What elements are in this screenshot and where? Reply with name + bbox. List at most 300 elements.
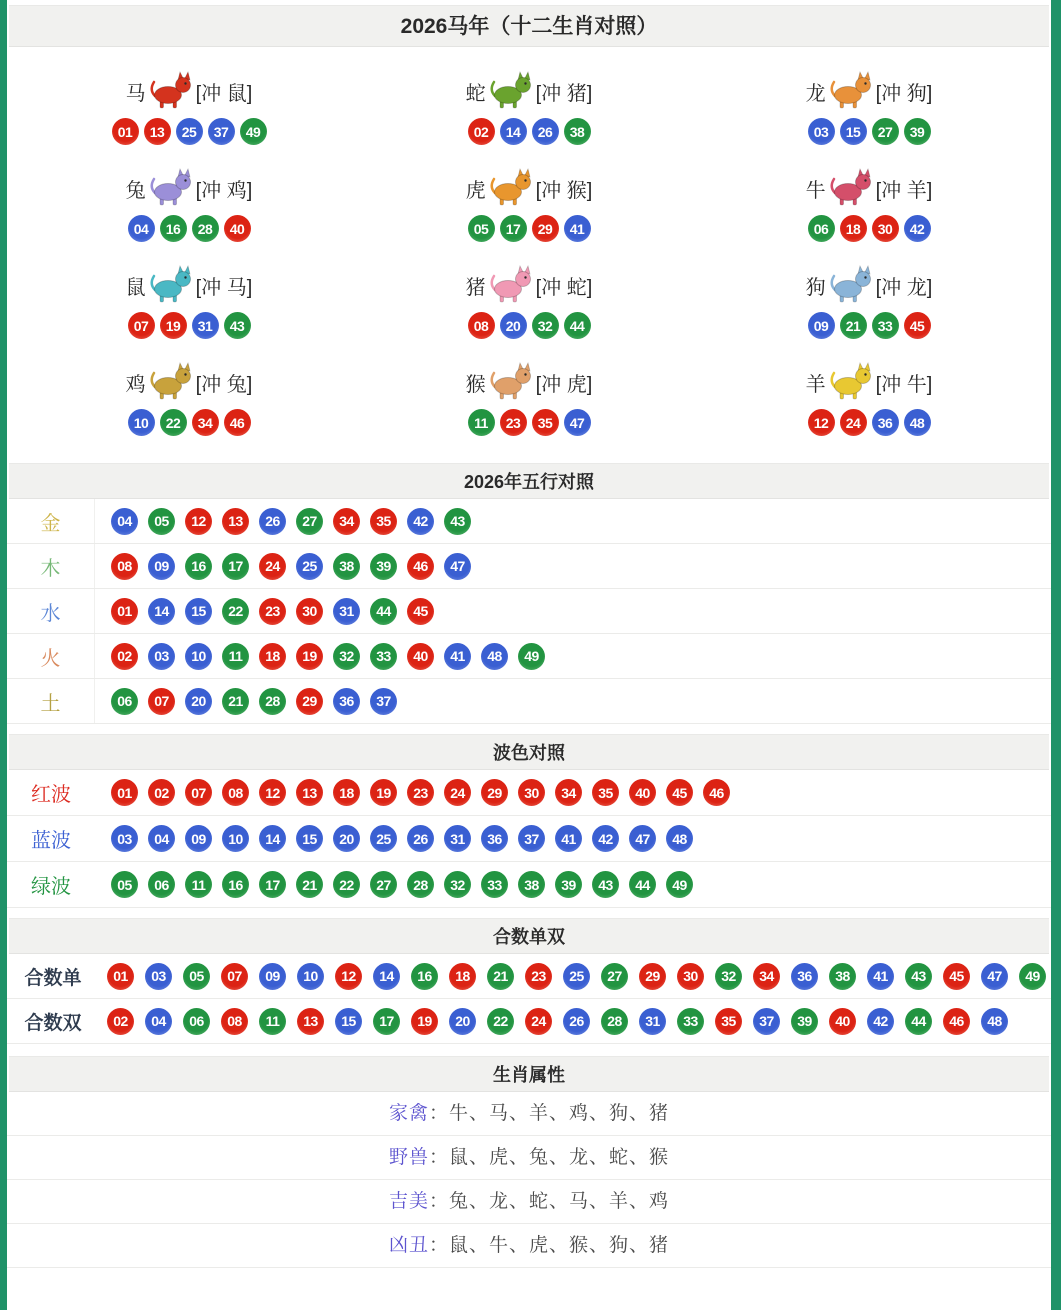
number-ball-19: 19	[296, 643, 323, 670]
waves-section	[7, 724, 1051, 908]
number-ball-11: 11	[259, 1008, 286, 1035]
number-ball-22: 22	[222, 598, 249, 625]
number-ball-46: 46	[943, 1008, 970, 1035]
zodiac-balls	[808, 312, 931, 339]
zodiac-clash-label: [冲 虎]	[535, 373, 593, 396]
number-ball-24: 24	[259, 553, 286, 580]
number-ball-18: 18	[449, 963, 476, 990]
number-ball-13: 13	[144, 118, 171, 145]
zodiac-animal-name: 鸡	[125, 373, 146, 396]
number-ball-32: 32	[715, 963, 742, 990]
number-ball-18: 18	[259, 643, 286, 670]
number-ball-04: 04	[128, 215, 155, 242]
number-ball-01: 01	[111, 779, 138, 806]
zodiac-balls	[808, 118, 931, 145]
attribute-colon: ：	[428, 1235, 449, 1256]
pig-icon	[488, 264, 534, 306]
zodiac-cell-猴	[359, 348, 699, 445]
number-ball-09: 09	[185, 825, 212, 852]
number-ball-38: 38	[518, 871, 545, 898]
attribute-value: 鼠、牛、虎、猴、狗、猪	[449, 1235, 670, 1256]
zodiac-cell-狗	[699, 251, 1039, 348]
zodiac-balls	[468, 312, 591, 339]
zodiac-cell-虎	[359, 154, 699, 251]
zodiac-cell-牛	[699, 154, 1039, 251]
monkey-icon	[488, 361, 534, 403]
zodiac-section-title: 2026马年（十二生肖对照）	[9, 5, 1049, 47]
zodiac-balls	[468, 118, 591, 145]
number-ball-40: 40	[407, 643, 434, 670]
number-ball-05: 05	[111, 871, 138, 898]
number-ball-30: 30	[872, 215, 899, 242]
number-ball-10: 10	[297, 963, 324, 990]
number-ball-01: 01	[111, 598, 138, 625]
number-ball-47: 47	[629, 825, 656, 852]
attribute-label: 野兽	[388, 1147, 429, 1168]
number-ball-11: 11	[185, 871, 212, 898]
number-ball-46: 46	[224, 409, 251, 436]
number-ball-35: 35	[592, 779, 619, 806]
number-ball-22: 22	[487, 1008, 514, 1035]
number-ball-48: 48	[481, 643, 508, 670]
number-ball-20: 20	[500, 312, 527, 339]
number-ball-29: 29	[532, 215, 559, 242]
number-ball-34: 34	[333, 508, 360, 535]
tiger-icon	[488, 167, 534, 209]
zodiac-balls	[468, 215, 591, 242]
zodiac-balls	[128, 215, 251, 242]
attribute-label: 家禽	[388, 1103, 429, 1124]
number-ball-23: 23	[525, 963, 552, 990]
number-ball-05: 05	[148, 508, 175, 535]
number-ball-23: 23	[500, 409, 527, 436]
number-ball-10: 10	[222, 825, 249, 852]
number-ball-44: 44	[564, 312, 591, 339]
horse-icon	[148, 70, 194, 112]
number-ball-19: 19	[411, 1008, 438, 1035]
number-ball-28: 28	[192, 215, 219, 242]
number-ball-02: 02	[107, 1008, 134, 1035]
five-elements-title: 2026年五行对照	[9, 463, 1049, 499]
rabbit-icon	[148, 167, 194, 209]
rat-icon	[148, 264, 194, 306]
number-ball-05: 05	[183, 963, 210, 990]
number-ball-22: 22	[160, 409, 187, 436]
number-ball-06: 06	[808, 215, 835, 242]
number-ball-42: 42	[407, 508, 434, 535]
number-ball-45: 45	[943, 963, 970, 990]
number-ball-13: 13	[296, 779, 323, 806]
table-row-红波	[7, 770, 1051, 816]
number-ball-42: 42	[904, 215, 931, 242]
zodiac-balls	[468, 409, 591, 436]
zodiac-animal-name: 猴	[465, 373, 486, 396]
number-ball-02: 02	[111, 643, 138, 670]
number-ball-32: 32	[444, 871, 471, 898]
row-balls	[95, 508, 471, 535]
zodiac-head	[466, 260, 593, 310]
row-balls	[99, 1008, 1008, 1035]
number-ball-37: 37	[753, 1008, 780, 1035]
number-ball-16: 16	[185, 553, 212, 580]
number-ball-14: 14	[500, 118, 527, 145]
zodiac-clash-label: [冲 狗]	[875, 82, 933, 105]
zodiac-head	[126, 357, 253, 407]
number-ball-36: 36	[872, 409, 899, 436]
number-ball-45: 45	[904, 312, 931, 339]
number-ball-33: 33	[370, 643, 397, 670]
number-ball-08: 08	[468, 312, 495, 339]
number-ball-34: 34	[555, 779, 582, 806]
number-ball-20: 20	[185, 688, 212, 715]
row-balls	[99, 963, 1046, 990]
sum-parity-section	[7, 908, 1051, 1044]
zodiac-head	[126, 66, 253, 116]
number-ball-25: 25	[176, 118, 203, 145]
number-ball-10: 10	[128, 409, 155, 436]
number-ball-08: 08	[221, 1008, 248, 1035]
number-ball-37: 37	[370, 688, 397, 715]
zodiac-head	[806, 260, 933, 310]
zodiac-clash-label: [冲 牛]	[875, 373, 933, 396]
table-row-合数单	[7, 954, 1051, 999]
zodiac-attributes-table	[7, 1092, 1051, 1268]
number-ball-48: 48	[666, 825, 693, 852]
zodiac-cell-兔	[19, 154, 359, 251]
number-ball-07: 07	[128, 312, 155, 339]
number-ball-09: 09	[259, 963, 286, 990]
element-label: 水	[7, 589, 95, 633]
sum-parity-label: 合数双	[24, 1012, 82, 1034]
number-ball-21: 21	[296, 871, 323, 898]
number-ball-26: 26	[532, 118, 559, 145]
number-ball-09: 09	[148, 553, 175, 580]
number-ball-05: 05	[468, 215, 495, 242]
number-ball-14: 14	[259, 825, 286, 852]
zodiac-clash-label: [冲 龙]	[875, 276, 933, 299]
zodiac-animal-name: 龙	[805, 82, 826, 105]
attribute-colon: ：	[428, 1147, 449, 1168]
number-ball-07: 07	[148, 688, 175, 715]
number-ball-17: 17	[259, 871, 286, 898]
number-ball-29: 29	[481, 779, 508, 806]
zodiac-head	[806, 66, 933, 116]
number-ball-13: 13	[222, 508, 249, 535]
number-ball-44: 44	[905, 1008, 932, 1035]
number-ball-28: 28	[601, 1008, 628, 1035]
dog-icon	[828, 264, 874, 306]
number-ball-42: 42	[592, 825, 619, 852]
zodiac-animal-name: 蛇	[465, 82, 486, 105]
attribute-row-吉美	[7, 1180, 1051, 1224]
number-ball-20: 20	[333, 825, 360, 852]
number-ball-38: 38	[564, 118, 591, 145]
table-row-土	[7, 679, 1051, 724]
number-ball-04: 04	[148, 825, 175, 852]
waves-title: 波色对照	[9, 734, 1049, 770]
dragon-icon	[828, 70, 874, 112]
number-ball-21: 21	[840, 312, 867, 339]
number-ball-48: 48	[981, 1008, 1008, 1035]
number-ball-11: 11	[468, 409, 495, 436]
table-row-木	[7, 544, 1051, 589]
row-balls	[95, 553, 471, 580]
number-ball-19: 19	[160, 312, 187, 339]
number-ball-42: 42	[867, 1008, 894, 1035]
wave-label: 绿波	[31, 876, 71, 898]
zodiac-head	[126, 163, 253, 213]
number-ball-45: 45	[407, 598, 434, 625]
number-ball-16: 16	[411, 963, 438, 990]
sum-parity-label: 合数单	[24, 967, 82, 989]
number-ball-26: 26	[259, 508, 286, 535]
number-ball-17: 17	[222, 553, 249, 580]
number-ball-49: 49	[518, 643, 545, 670]
number-ball-27: 27	[601, 963, 628, 990]
number-ball-45: 45	[666, 779, 693, 806]
number-ball-06: 06	[148, 871, 175, 898]
number-ball-40: 40	[224, 215, 251, 242]
element-label: 木	[7, 544, 95, 588]
zodiac-head	[806, 163, 933, 213]
zodiac-balls	[128, 312, 251, 339]
number-ball-34: 34	[192, 409, 219, 436]
row-balls	[95, 871, 693, 898]
number-ball-02: 02	[468, 118, 495, 145]
attribute-row-凶丑	[7, 1224, 1051, 1268]
number-ball-47: 47	[444, 553, 471, 580]
row-balls	[95, 688, 397, 715]
zodiac-clash-label: [冲 蛇]	[535, 276, 593, 299]
zodiac-clash-label: [冲 鸡]	[195, 179, 253, 202]
zodiac-cell-龙	[699, 57, 1039, 154]
number-ball-18: 18	[333, 779, 360, 806]
number-ball-14: 14	[373, 963, 400, 990]
wave-label: 蓝波	[31, 830, 71, 852]
number-ball-21: 21	[222, 688, 249, 715]
zodiac-balls	[128, 409, 251, 436]
number-ball-28: 28	[407, 871, 434, 898]
attribute-label: 吉美	[388, 1191, 429, 1212]
table-row-蓝波	[7, 816, 1051, 862]
number-ball-15: 15	[296, 825, 323, 852]
number-ball-10: 10	[185, 643, 212, 670]
number-ball-30: 30	[518, 779, 545, 806]
number-ball-19: 19	[370, 779, 397, 806]
number-ball-18: 18	[840, 215, 867, 242]
zodiac-cell-马	[19, 57, 359, 154]
zodiac-animal-name: 狗	[805, 276, 826, 299]
number-ball-38: 38	[333, 553, 360, 580]
number-ball-27: 27	[872, 118, 899, 145]
number-ball-35: 35	[532, 409, 559, 436]
number-ball-08: 08	[111, 553, 138, 580]
table-row-水	[7, 589, 1051, 634]
number-ball-33: 33	[872, 312, 899, 339]
zodiac-animal-name: 牛	[805, 179, 826, 202]
number-ball-32: 32	[532, 312, 559, 339]
zodiac-animal-name: 猪	[465, 276, 486, 299]
table-row-绿波	[7, 862, 1051, 908]
zodiac-animal-name: 虎	[465, 179, 486, 202]
number-ball-30: 30	[677, 963, 704, 990]
wave-label: 红波	[31, 784, 71, 806]
attribute-row-家禽	[7, 1092, 1051, 1136]
number-ball-35: 35	[370, 508, 397, 535]
number-ball-16: 16	[222, 871, 249, 898]
number-ball-40: 40	[629, 779, 656, 806]
table-row-火	[7, 634, 1051, 679]
number-ball-39: 39	[370, 553, 397, 580]
number-ball-33: 33	[677, 1008, 704, 1035]
waves-table	[7, 770, 1051, 908]
zodiac-cell-羊	[699, 348, 1039, 445]
number-ball-12: 12	[185, 508, 212, 535]
number-ball-49: 49	[1019, 963, 1046, 990]
attribute-label: 凶丑	[388, 1235, 429, 1256]
number-ball-49: 49	[240, 118, 267, 145]
rooster-icon	[148, 361, 194, 403]
attribute-value: 兔、龙、蛇、马、羊、鸡	[449, 1191, 670, 1212]
number-ball-11: 11	[222, 643, 249, 670]
number-ball-13: 13	[297, 1008, 324, 1035]
five-elements-table	[7, 499, 1051, 724]
number-ball-27: 27	[296, 508, 323, 535]
number-ball-01: 01	[107, 963, 134, 990]
zodiac-clash-label: [冲 猪]	[535, 82, 593, 105]
number-ball-44: 44	[370, 598, 397, 625]
number-ball-31: 31	[444, 825, 471, 852]
zodiac-clash-label: [冲 猴]	[535, 179, 593, 202]
zodiac-head	[466, 66, 593, 116]
zodiac-cell-蛇	[359, 57, 699, 154]
number-ball-43: 43	[444, 508, 471, 535]
row-balls	[95, 825, 693, 852]
number-ball-04: 04	[145, 1008, 172, 1035]
number-ball-07: 07	[221, 963, 248, 990]
zodiac-balls	[808, 409, 931, 436]
zodiac-clash-label: [冲 鼠]	[195, 82, 253, 105]
number-ball-39: 39	[904, 118, 931, 145]
zodiac-animal-name: 羊	[805, 373, 826, 396]
table-row-合数双	[7, 999, 1051, 1044]
attribute-colon: ：	[428, 1191, 449, 1212]
number-ball-48: 48	[904, 409, 931, 436]
number-ball-16: 16	[160, 215, 187, 242]
number-ball-03: 03	[111, 825, 138, 852]
snake-icon	[488, 70, 534, 112]
number-ball-34: 34	[753, 963, 780, 990]
ox-icon	[828, 167, 874, 209]
number-ball-23: 23	[407, 779, 434, 806]
sum-parity-table	[7, 954, 1051, 1044]
row-balls	[95, 779, 730, 806]
number-ball-12: 12	[259, 779, 286, 806]
number-ball-35: 35	[715, 1008, 742, 1035]
element-label: 土	[7, 679, 95, 723]
number-ball-36: 36	[481, 825, 508, 852]
number-ball-39: 39	[791, 1008, 818, 1035]
number-ball-01: 01	[112, 118, 139, 145]
number-ball-31: 31	[333, 598, 360, 625]
number-ball-31: 31	[639, 1008, 666, 1035]
attribute-value: 牛、马、羊、鸡、狗、猪	[449, 1103, 670, 1124]
number-ball-22: 22	[333, 871, 360, 898]
number-ball-17: 17	[373, 1008, 400, 1035]
number-ball-36: 36	[333, 688, 360, 715]
number-ball-37: 37	[208, 118, 235, 145]
number-ball-31: 31	[192, 312, 219, 339]
number-ball-30: 30	[296, 598, 323, 625]
row-balls	[95, 643, 545, 670]
zodiac-cell-鸡	[19, 348, 359, 445]
number-ball-25: 25	[296, 553, 323, 580]
number-ball-02: 02	[148, 779, 175, 806]
number-ball-29: 29	[296, 688, 323, 715]
number-ball-32: 32	[333, 643, 360, 670]
attribute-row-野兽	[7, 1136, 1051, 1180]
number-ball-26: 26	[407, 825, 434, 852]
number-ball-24: 24	[444, 779, 471, 806]
number-ball-40: 40	[829, 1008, 856, 1035]
number-ball-33: 33	[481, 871, 508, 898]
number-ball-08: 08	[222, 779, 249, 806]
number-ball-29: 29	[639, 963, 666, 990]
element-label: 金	[7, 499, 95, 543]
number-ball-25: 25	[370, 825, 397, 852]
number-ball-15: 15	[335, 1008, 362, 1035]
number-ball-03: 03	[808, 118, 835, 145]
number-ball-37: 37	[518, 825, 545, 852]
zodiac-head	[466, 357, 593, 407]
zodiac-attributes-section	[7, 1044, 1051, 1268]
element-label: 火	[7, 634, 95, 678]
number-ball-20: 20	[449, 1008, 476, 1035]
number-ball-43: 43	[905, 963, 932, 990]
zodiac-clash-label: [冲 马]	[195, 276, 253, 299]
number-ball-03: 03	[145, 963, 172, 990]
number-ball-15: 15	[840, 118, 867, 145]
zodiac-cell-猪	[359, 251, 699, 348]
number-ball-26: 26	[563, 1008, 590, 1035]
zodiac-head	[466, 163, 593, 213]
number-ball-04: 04	[111, 508, 138, 535]
number-ball-47: 47	[564, 409, 591, 436]
sum-parity-title: 合数单双	[9, 918, 1049, 954]
zodiac-balls	[808, 215, 931, 242]
number-ball-25: 25	[563, 963, 590, 990]
number-ball-15: 15	[185, 598, 212, 625]
number-ball-12: 12	[335, 963, 362, 990]
number-ball-12: 12	[808, 409, 835, 436]
number-ball-41: 41	[555, 825, 582, 852]
table-row-金	[7, 499, 1051, 544]
number-ball-46: 46	[407, 553, 434, 580]
attribute-colon: ：	[428, 1103, 449, 1124]
zodiac-animal-name: 马	[125, 82, 146, 105]
number-ball-17: 17	[500, 215, 527, 242]
zodiac-grid	[7, 47, 1051, 451]
number-ball-41: 41	[564, 215, 591, 242]
number-ball-39: 39	[555, 871, 582, 898]
attribute-value: 鼠、虎、兔、龙、蛇、猴	[449, 1147, 670, 1168]
zodiac-animal-name: 鼠	[125, 276, 146, 299]
five-elements-section	[7, 451, 1051, 724]
zodiac-cell-鼠	[19, 251, 359, 348]
number-ball-14: 14	[148, 598, 175, 625]
number-ball-38: 38	[829, 963, 856, 990]
zodiac-clash-label: [冲 羊]	[875, 179, 933, 202]
